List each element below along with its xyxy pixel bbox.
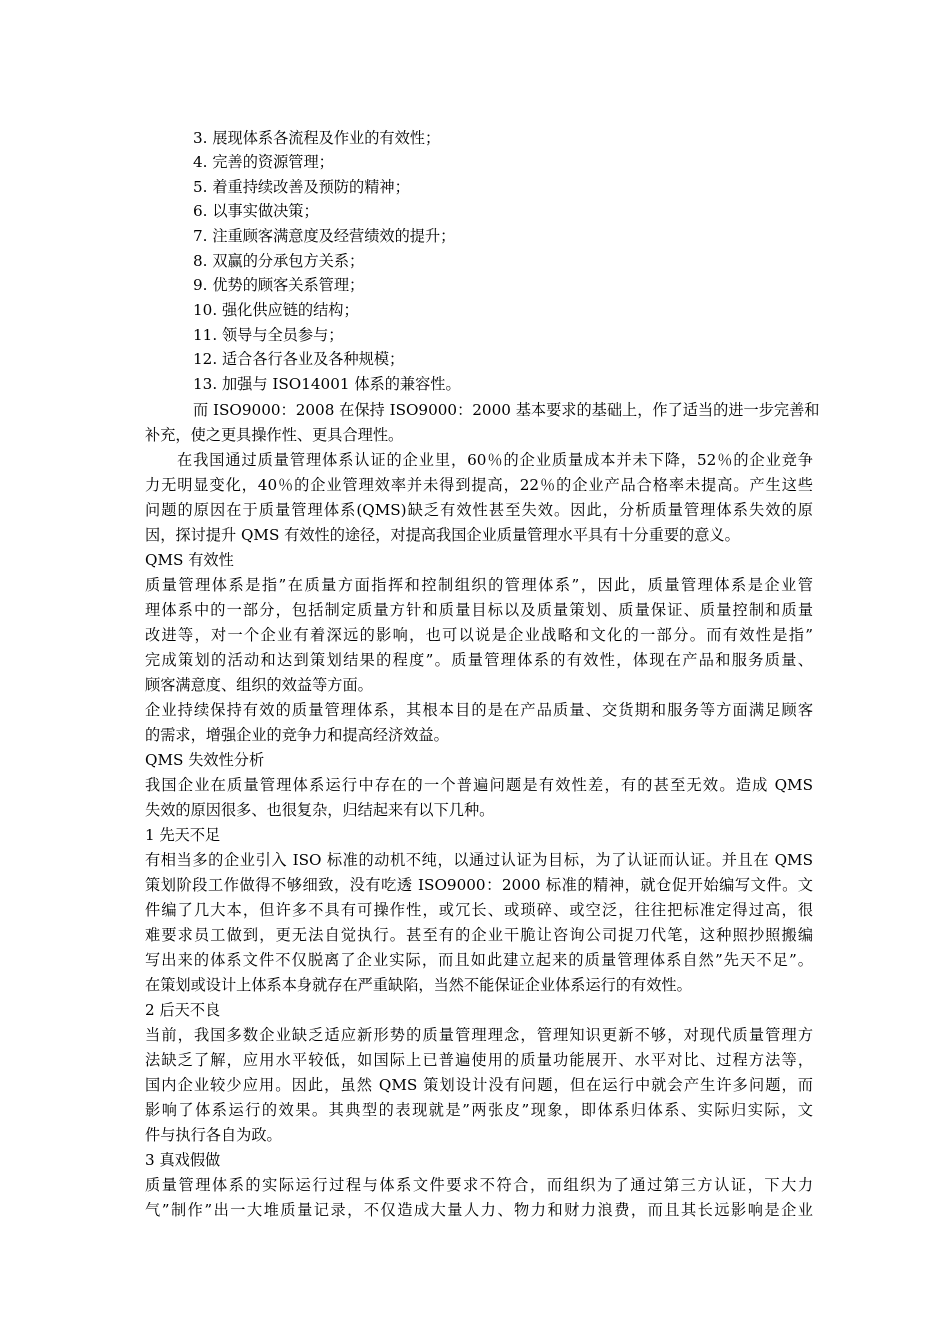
paragraph-goal-line: 企业持续保持有效的质量管理体系，其根本目的是在产品质量、交货期和服务等方面满足顾客 [145,701,813,719]
paragraph-cause1-line: 在策划或设计上体系本身就存在严重缺陷，当然不能保证企业体系运行的有效性。 [145,976,692,994]
list-item: 9. 优势的顾客关系管理； [193,276,365,294]
paragraph-definition-line: 完成策划的活动和达到策划结果的程度”。质量管理体系的有效性，体现在产品和服务质量、 [145,651,813,669]
list-item: 5. 着重持续改善及预防的精神； [193,178,410,196]
list-item: 6. 以事实做决策； [193,202,319,220]
list-item: 4. 完善的资源管理； [193,153,334,171]
paragraph-cause2-line: 法缺乏了解，应用水平较低，如国际上已普遍使用的质量功能展开、水平对比、过程方法等， [145,1051,813,1069]
paragraph-cause2-line: 影响了体系运行的效果。其典型的表现就是”两张皮”现象，即体系归体系、实际归实际，文 [145,1101,813,1119]
list-item: 13. 加强与 ISO14001 体系的兼容性。 [193,375,461,393]
section-heading: QMS 失效性分析 [145,751,265,769]
paragraph-cause1-line: 有相当多的企业引入 ISO 标准的动机不纯，以通过认证为目标，为了认证而认证。并且在 QMS [145,851,813,869]
list-item: 11. 领导与全员参与； [193,326,344,344]
paragraph-china-line: 力无明显变化，40％的企业管理效率并未得到提高，22％的企业产品合格率未提高。产生这些 [145,476,813,494]
paragraph-cause3-line: 气”制作”出一大堆质量记录，不仅造成大量人力、物力和财力浪费，而且其长远影响是企业 [145,1201,813,1219]
subsection-heading: 2 后天不良 [145,1001,221,1019]
paragraph-cause1-line: 难要求员工做到，更无法自觉执行。甚至有的企业干脆让咨询公司捉刀代笔，这种照抄照搬编 [145,926,813,944]
paragraph-cause3-line: 质量管理体系的实际运行过程与体系文件要求不符合，而组织为了通过第三方认证，下大力 [145,1176,813,1194]
paragraph-definition-line: 顾客满意度、组织的效益等方面。 [145,676,373,694]
paragraph-iso2008-line: 而 ISO9000：2008 在保持 ISO9000：2000 基本要求的基础上，作了适当的进一步完善和 [193,401,820,419]
paragraph-china-line: 因，探讨提升 QMS 有效性的途径，对提高我国企业质量管理水平具有十分重要的意义。 [145,526,740,544]
paragraph-goal-line: 的需求，增强企业的竞争力和提高经济效益。 [145,726,449,744]
list-item: 10. 强化供应链的结构； [193,301,359,319]
paragraph-cause2-line: 件与执行各自为政。 [145,1126,282,1144]
section-heading: QMS 有效性 [145,551,234,569]
paragraph-definition-line: 理体系中的一部分，包括制定质量方针和质量目标以及质量策划、质量保证、质量控制和质量 [145,601,813,619]
list-item: 7. 注重顾客满意度及经营绩效的提升； [193,227,456,245]
list-item: 3. 展现体系各流程及作业的有效性； [193,129,441,147]
paragraph-cause1-line: 件编了几大本，但许多不具有可操作性，或冗长、或琐碎、或空泛，往往把标准定得过高，很 [145,901,813,919]
paragraph-failure-line: 失效的原因很多、也很复杂，归结起来有以下几种。 [145,801,495,819]
paragraph-cause1-line: 写出来的体系文件不仅脱离了企业实际，而且如此建立起来的质量管理体系自然”先天不足”。 [145,951,813,969]
paragraph-failure-line: 我国企业在质量管理体系运行中存在的一个普遍问题是有效性差，有的甚至无效。造成 QMS [145,776,813,794]
subsection-heading: 1 先天不足 [145,826,221,844]
paragraph-china-line: 问题的原因在于质量管理体系(QMS)缺乏有效性甚至失效。因此，分析质量管理体系失效的原 [145,501,813,519]
subsection-heading: 3 真戏假做 [145,1151,221,1169]
paragraph-cause2-line: 国内企业较少应用。因此，虽然 QMS 策划设计没有问题，但在运行中就会产生许多问题，而 [145,1076,813,1094]
list-item: 12. 适合各行各业及各种规模； [193,350,405,368]
paragraph-cause2-line: 当前，我国多数企业缺乏适应新形势的质量管理理念，管理知识更新不够，对现代质量管理方 [145,1026,813,1044]
paragraph-cause1-line: 策划阶段工作做得不够细致，没有吃透 ISO9000：2000 标准的精神，就仓促开始编写文件。文 [145,876,813,894]
paragraph-definition-line: 改进等，对一个企业有着深远的影响，也可以说是企业战略和文化的一部分。而有效性是指” [145,626,813,644]
paragraph-iso2008-line: 补充，使之更具操作性、更具合理性。 [145,426,404,444]
paragraph-definition-line: 质量管理体系是指”在质量方面指挥和控制组织的管理体系”，因此，质量管理体系是企业管 [145,576,813,594]
list-item: 8. 双赢的分承包方关系； [193,252,365,270]
paragraph-china-line: 在我国通过质量管理体系认证的企业里，60％的企业质量成本并未下降，52％的企业竞争 [177,451,813,469]
